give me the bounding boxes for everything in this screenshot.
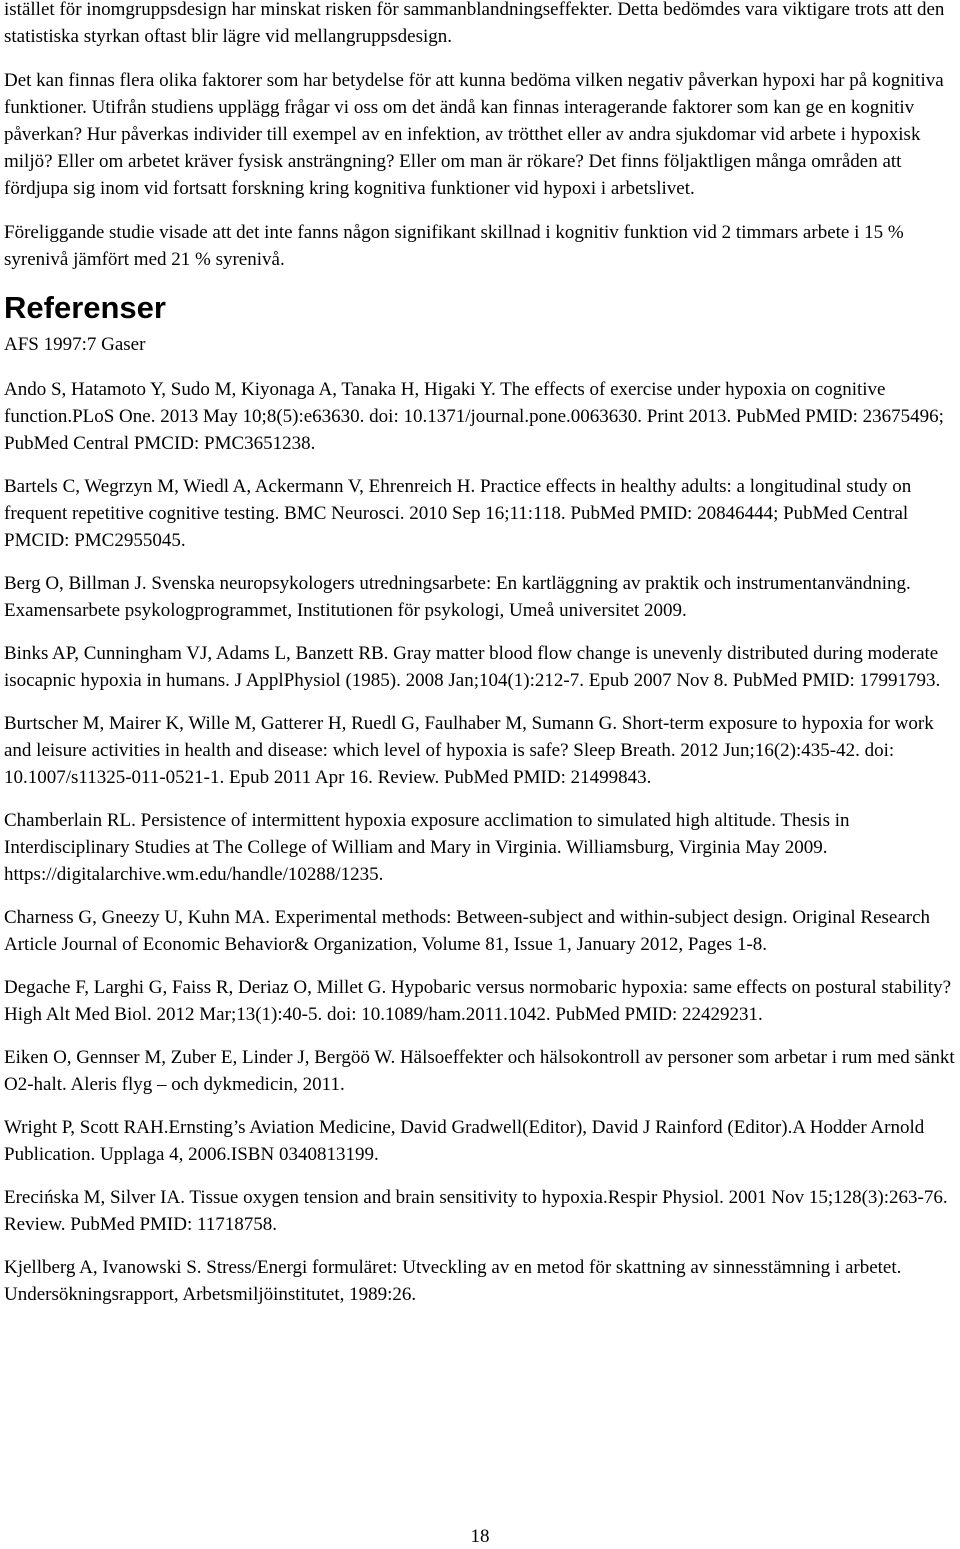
reference-item: Degache F, Larghi G, Faiss R, Deriaz O, Millet G. Hypobaric versus normobaric hypoxia: same effects on postural stability? High Alt Med Biol. 2012 Mar;13(1):40-5. doi: 10.1089/ham.2011.1042. PubMed PMID: 22429231. [4, 977, 952, 1025]
document-page [4, 0, 956, 1324]
reference-item: Bartels C, Wegrzyn M, Wiedl A, Ackermann V, Ehrenreich H. Practice effects in healthy adults: a longitudinal study on frequent repetitive cognitive testing. BMC Neurosci. 2010 Sep 16;11:118. PubMed PMID: 20846444; PubMed Central PMCID: PMC2955045. [4, 476, 912, 551]
reference-item: Binks AP, Cunningham VJ, Adams L, Banzett RB. Gray matter blood flow change is unevenly distributed during moderate isocapnic hypoxia in humans. J ApplPhysiol (1985). 2008 Jan;104(1):212-7. Epub 2007 Nov 8. PubMed PMID: 17991793. [4, 643, 941, 691]
reference-item: Burtscher M, Mairer K, Wille M, Gatterer H, Ruedl G, Faulhaber M, Sumann G. Short-term exposure to hypoxia for work and leisure activities in health and disease: which level of hypoxia is safe? Sleep Breath. 2012 Jun;16(2):435-42. doi: 10.1007/s11325-011-0521-1. Epub 2011 Apr 16. Review. PubMed PMID: 21499843. [4, 713, 934, 788]
reference-item: Charness G, Gneezy U, Kuhn MA. Experimental methods: Between-subject and within-subject design. Original Research Article Journal of Economic Behavior& Organization, Volume 81, Issue 1, January 2012, Pages 1-8. [4, 907, 931, 955]
body-paragraph: Det kan finnas flera olika faktorer som har betydelse för att kunna bedöma vilken negativ påverkan hypoxi har på kognitiva funktioner. Utifrån studiens upplägg frågar vi oss om det ändå kan finnas interagerande faktorer som kan ge en kognitiv påverkan? Hur påverkas individer till exempel av en infektion, av trötthet eller av andra sjukdomar vid arbete i hypoxisk miljö? Eller om arbetet kräver fysisk ansträngning? Eller om man är rökare? Det finns följaktligen många områden att fördjupa sig inom vid fortsatt forskning kring kognitiva funktioner vid hypoxi i arbetslivet. [4, 70, 944, 199]
reference-item: Eiken O, Gennser M, Zuber E, Linder J, Bergöö W. Hälsoeffekter och hälsokontroll av personer som arbetar i rum med sänkt O2-halt. Aleris flyg – och dykmedicin, 2011. [4, 1047, 955, 1095]
reference-item: AFS 1997:7 Gaser [4, 334, 146, 355]
reference-item: Ando S, Hatamoto Y, Sudo M, Kiyonaga A, Tanaka H, Higaki Y. The effects of exercise under hypoxia on cognitive function.PLoS One. 2013 May 10;8(5):e63630. doi: 10.1371/journal.pone.0063630. Print 2013. PubMed PMID: 23675496; PubMed Central PMCID: PMC3651238. [4, 379, 944, 454]
reference-list [4, 331, 956, 1308]
body-paragraph: istället för inomgruppsdesign har minskat risken för sammanblandningseffekter. Detta bedömdes vara viktigare trots att den statistiska styrkan oftast blir lägre vid mellangruppsdesign. [4, 0, 945, 47]
page-number: 18 [470, 1526, 490, 1547]
reference-item: Berg O, Billman J. Svenska neuropsykologers utredningsarbete: En kartläggning av praktik och instrumentanvändning. Examensarbete psykologprogrammet, Institutionen för psykologi, Umeå universitet 2009. [4, 573, 911, 621]
reference-item: Chamberlain RL. Persistence of intermittent hypoxia exposure acclimation to simulated high altitude. Thesis in Interdisciplinary Studies at The College of William and Mary in Virginia. Williamsburg, Virginia May 2009. https://digitalarchive.wm.edu/handle/10288/1235. [4, 810, 850, 885]
body-paragraph: Föreliggande studie visade att det inte fanns någon signifikant skillnad i kognitiv funktion vid 2 timmars arbete i 15 % syrenivå jämfört med 21 % syrenivå. [4, 222, 904, 270]
reference-item: Kjellberg A, Ivanowski S. Stress/Energi formuläret: Utveckling av en metod för skattning av sinnesstämning i arbetet. Undersökningsrapport, Arbetsmiljöinstitutet, 1989:26. [4, 1257, 902, 1305]
reference-item: Erecińska M, Silver IA. Tissue oxygen tension and brain sensitivity to hypoxia.Respir Physiol. 2001 Nov 15;128(3):263-76. Review. PubMed PMID: 11718758. [4, 1187, 948, 1235]
references-heading: Referenser [4, 290, 166, 325]
reference-item: Wright P, Scott RAH.Ernsting’s Aviation Medicine, David Gradwell(Editor), David J Rainford (Editor).A Hodder Arnold Publication. Upplaga 4, 2006.ISBN 0340813199. [4, 1117, 925, 1165]
